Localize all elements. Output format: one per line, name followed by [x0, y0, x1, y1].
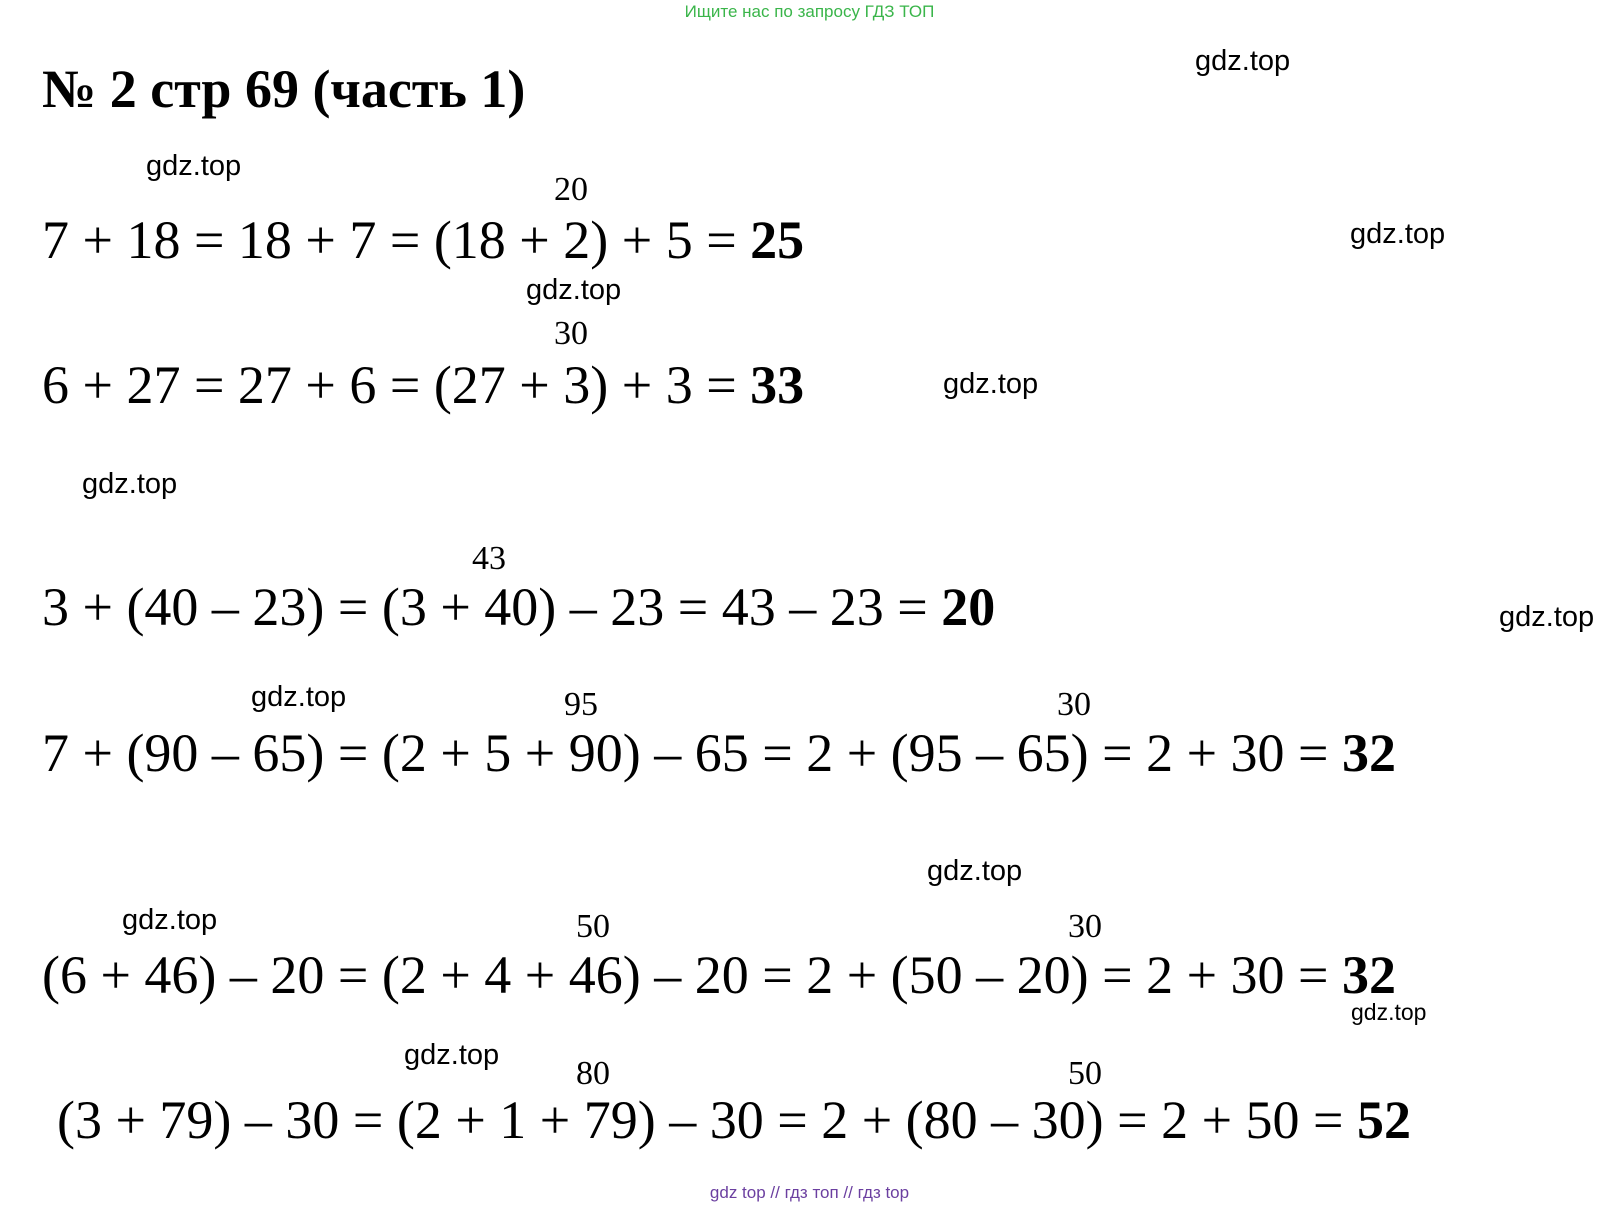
page-title: № 2 стр 69 (часть 1): [42, 59, 526, 119]
watermark: gdz.top: [251, 681, 347, 713]
equation-line: [42, 355, 805, 415]
equation-expression: 7 + 18 = 18 + 7 = (18 + 2) + 5 =: [42, 210, 751, 270]
equation-expression: 7 + (90 – 65) = (2 + 5 + 90) – 65 = 2 + (95 – 65) = 2 + 30 =: [42, 723, 1342, 783]
watermark: gdz.top: [82, 468, 178, 500]
watermark: gdz.top: [146, 150, 242, 182]
footer-links[interactable]: gdz top // гдз топ // гдз top: [709, 1183, 910, 1202]
equation-expression: 3 + (40 – 23) = (3 + 40) – 23 = 43 – 23 =: [42, 577, 942, 637]
watermark: gdz.top: [404, 1039, 500, 1071]
equation-line: [42, 210, 805, 270]
watermark: gdz.top: [1350, 218, 1446, 250]
equation-line: [42, 723, 1396, 783]
equation-answer: 32: [1341, 723, 1396, 783]
equation-answer: 33: [750, 355, 805, 415]
equation-note: 30: [554, 315, 588, 352]
watermark: gdz.top: [526, 274, 622, 306]
watermark: gdz.top: [927, 855, 1023, 887]
equation-line: [57, 1090, 1411, 1150]
equation-note: 30: [1068, 908, 1102, 945]
equation-answer: 20: [941, 577, 996, 637]
equation-note: 50: [576, 908, 610, 945]
equation-note: 30: [1057, 686, 1091, 723]
equation-answer: 32: [1341, 945, 1396, 1005]
equation-note: 95: [564, 686, 598, 723]
watermark: gdz.top: [1351, 999, 1427, 1025]
equation-note: 50: [1068, 1055, 1102, 1092]
equation-answer: 25: [750, 210, 805, 270]
equation-expression: (6 + 46) – 20 = (2 + 4 + 46) – 20 = 2 + (50 – 20) = 2 + 30 =: [42, 945, 1342, 1005]
watermark: gdz.top: [122, 904, 218, 936]
equation-note: 20: [554, 171, 588, 208]
watermark: gdz.top: [943, 368, 1039, 400]
top-banner[interactable]: Ищите нас по запросу ГДЗ ТОП: [684, 2, 935, 21]
equation-note: 43: [472, 540, 506, 577]
equation-expression: 6 + 27 = 27 + 6 = (27 + 3) + 3 =: [42, 355, 751, 415]
equation-note: 80: [576, 1055, 610, 1092]
equation-expression: (3 + 79) – 30 = (2 + 1 + 79) – 30 = 2 + (80 – 30) = 2 + 50 =: [57, 1090, 1357, 1150]
watermark: gdz.top: [1499, 601, 1595, 633]
equation-line: [42, 577, 996, 637]
watermark: gdz.top: [1195, 45, 1291, 77]
equation-answer: 52: [1356, 1090, 1411, 1150]
equation-line: [42, 945, 1396, 1005]
